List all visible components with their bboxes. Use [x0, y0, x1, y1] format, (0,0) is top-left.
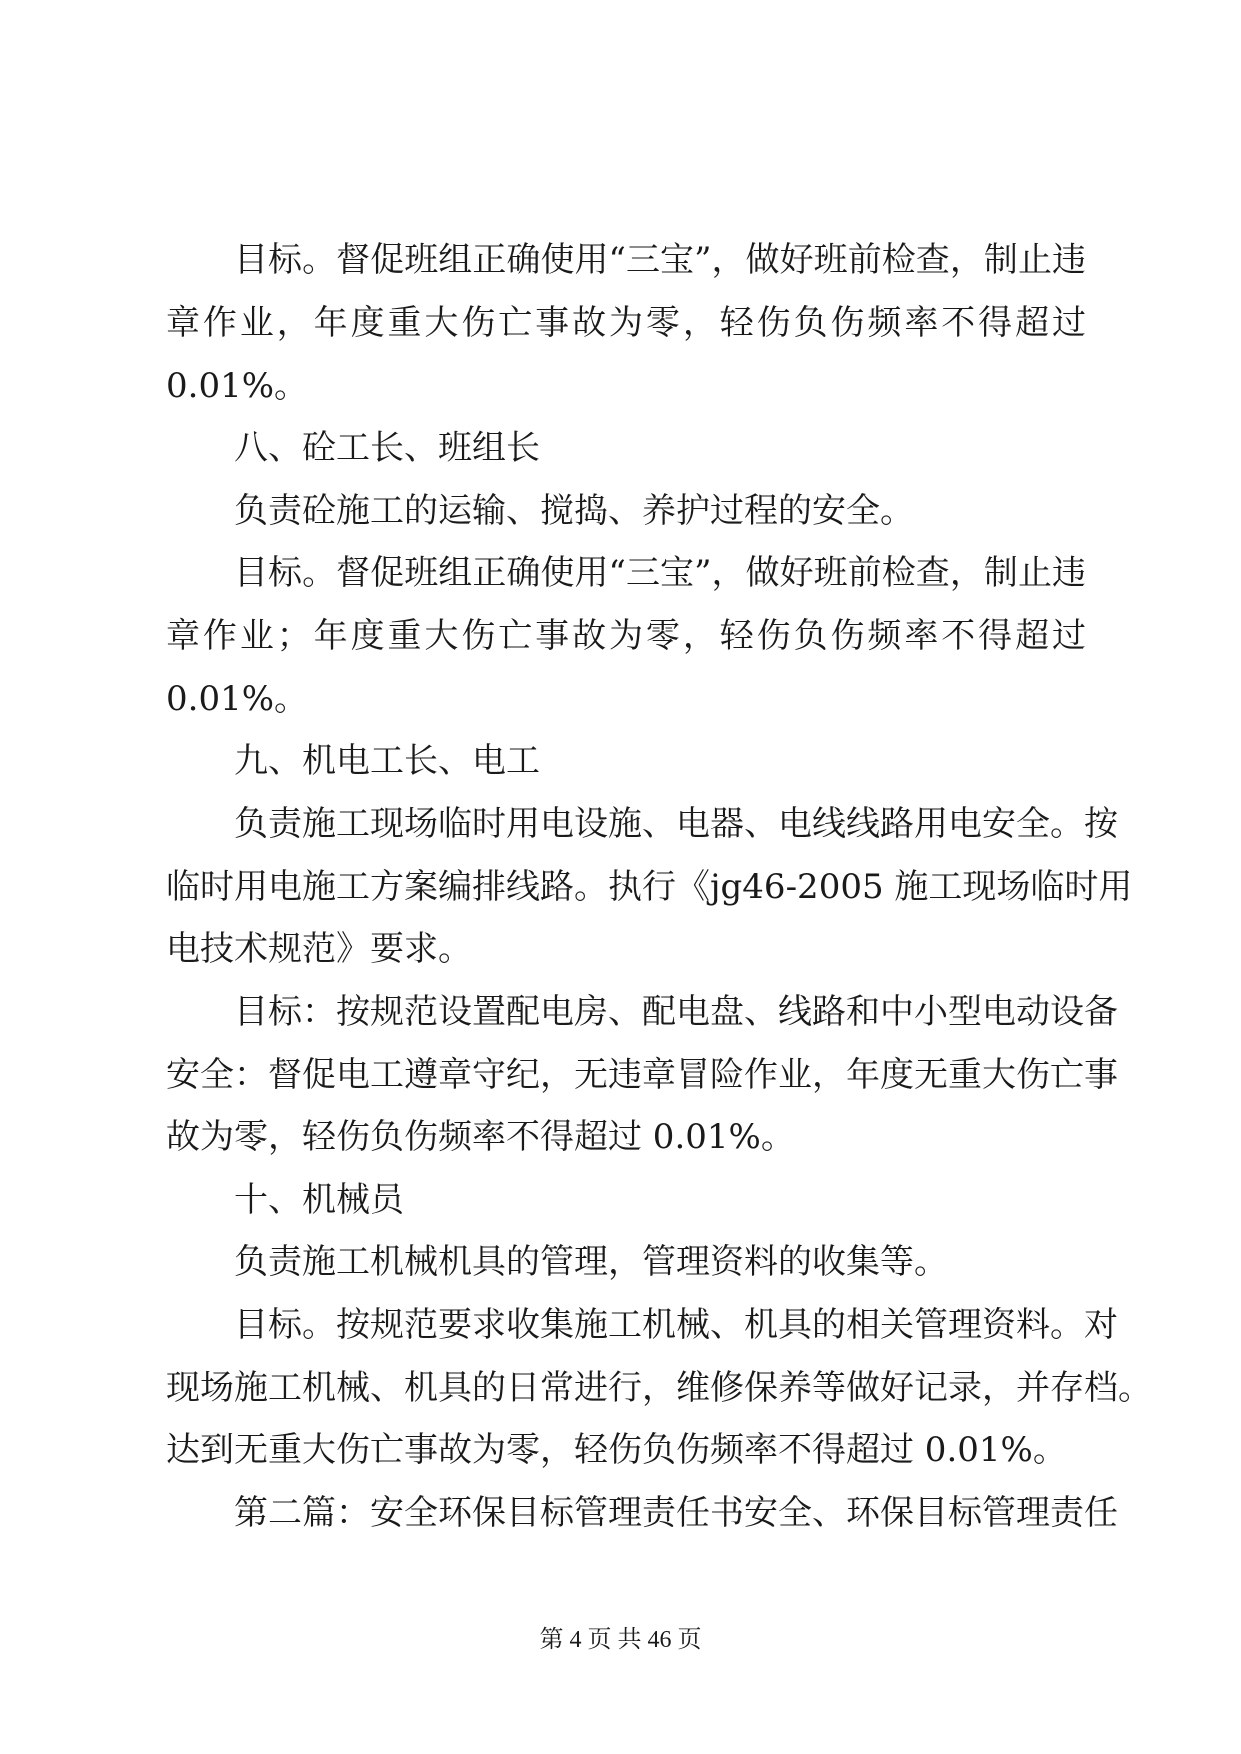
paragraph-line: 负责施工机械机具的管理，管理资料的收集等。 — [234, 1242, 948, 1282]
paragraph-line: 现场施工机械、机具的日常进行，维修保养等做好记录，并存档。 — [166, 1368, 1152, 1408]
paragraph-line: 目标。督促班组正确使用“三宝”，做好班前检查，制止违 — [234, 553, 1086, 593]
paragraph-line: 0.01%。 — [166, 366, 309, 406]
section-heading: 九、机电工长、电工 — [234, 741, 540, 781]
paragraph-line: 0.01%。 — [166, 679, 309, 719]
paragraph-line: 目标。督促班组正确使用“三宝”，做好班前检查，制止违 — [234, 240, 1086, 280]
paragraph-line: 临时用电施工方案编排线路。执行《jg46-2005 施工现场临时用 — [166, 867, 1133, 907]
section-heading: 八、砼工长、班组长 — [234, 428, 540, 468]
section-heading: 十、机械员 — [234, 1180, 404, 1220]
paragraph-line: 第二篇：安全环保目标管理责任书安全、环保目标管理责任 — [234, 1493, 1118, 1533]
paragraph-line: 负责砼施工的运输、搅捣、养护过程的安全。 — [234, 491, 914, 531]
paragraph-line: 电技术规范》要求。 — [166, 929, 472, 969]
paragraph-line: 章作业；年度重大伤亡事故为零，轻伤负伤频率不得超过 — [166, 616, 1086, 656]
paragraph-line: 章作业，年度重大伤亡事故为零，轻伤负伤频率不得超过 — [166, 303, 1086, 343]
paragraph-line: 达到无重大伤亡事故为零，轻伤负伤频率不得超过 0.01%。 — [166, 1430, 1067, 1470]
paragraph-line: 安全：督促电工遵章守纪，无违章冒险作业，年度无重大伤亡事 — [166, 1055, 1118, 1095]
paragraph-line: 目标。按规范要求收集施工机械、机具的相关管理资料。对 — [234, 1305, 1118, 1345]
paragraph-line: 负责施工现场临时用电设施、电器、电线线路用电安全。按 — [234, 804, 1118, 844]
paragraph-line: 目标：按规范设置配电房、配电盘、线路和中小型电动设备 — [234, 992, 1118, 1032]
paragraph-line: 故为零，轻伤负伤频率不得超过 0.01%。 — [166, 1117, 795, 1157]
page-number-footer: 第 4 页 共 46 页 — [539, 1627, 702, 1653]
